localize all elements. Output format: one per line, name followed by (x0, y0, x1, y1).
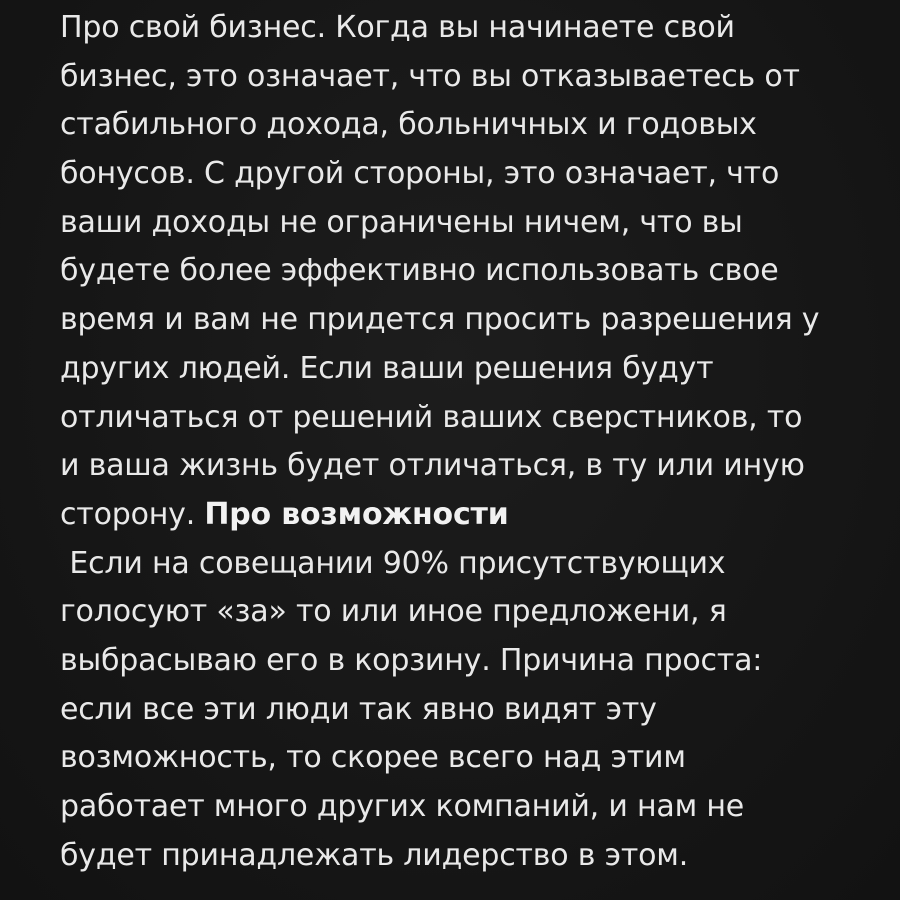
note-line-text: сторону. (60, 496, 205, 532)
note-line: будет принадлежать лидерство в этом. (60, 837, 689, 873)
note-line: выбрасываю его в корзину. Причина проста: (60, 642, 763, 678)
note-line: отличаться от решений ваших сверстников, то (60, 399, 803, 435)
note-line: других людей. Если ваши решения будут (60, 350, 714, 386)
note-line-with-heading (60, 491, 880, 540)
note-line: будете более эффективно использовать свое (60, 253, 779, 289)
note-line: и ваша жизнь будет отличаться, в ту или иную (60, 448, 805, 484)
section-heading: Про возможности (204, 496, 509, 532)
note-line: Если на совещании 90% присутствующих (60, 545, 726, 581)
note-line: стабильного дохода, больничных и годовых (60, 107, 757, 143)
note-line: голосуют «за» то или иное предложени, я (60, 594, 727, 630)
note-line: бонусов. С другой стороны, это означает, что (60, 156, 780, 192)
note-line: время и вам не придется просить разрешения у (60, 302, 820, 338)
note-line: ваши доходы не ограничены ничем, что вы (60, 204, 743, 240)
note-line: бизнес, это означает, что вы отказываетесь от (60, 58, 800, 94)
note-line: работает много других компаний, и нам не (60, 789, 745, 824)
note-body (60, 4, 880, 880)
note-line: возможность, то скорее всего над этим (60, 740, 686, 776)
note-line: если все эти люди так явно видят эту (60, 691, 657, 727)
note-line: Про свой бизнес. Когда вы начинаете свой (60, 10, 735, 45)
